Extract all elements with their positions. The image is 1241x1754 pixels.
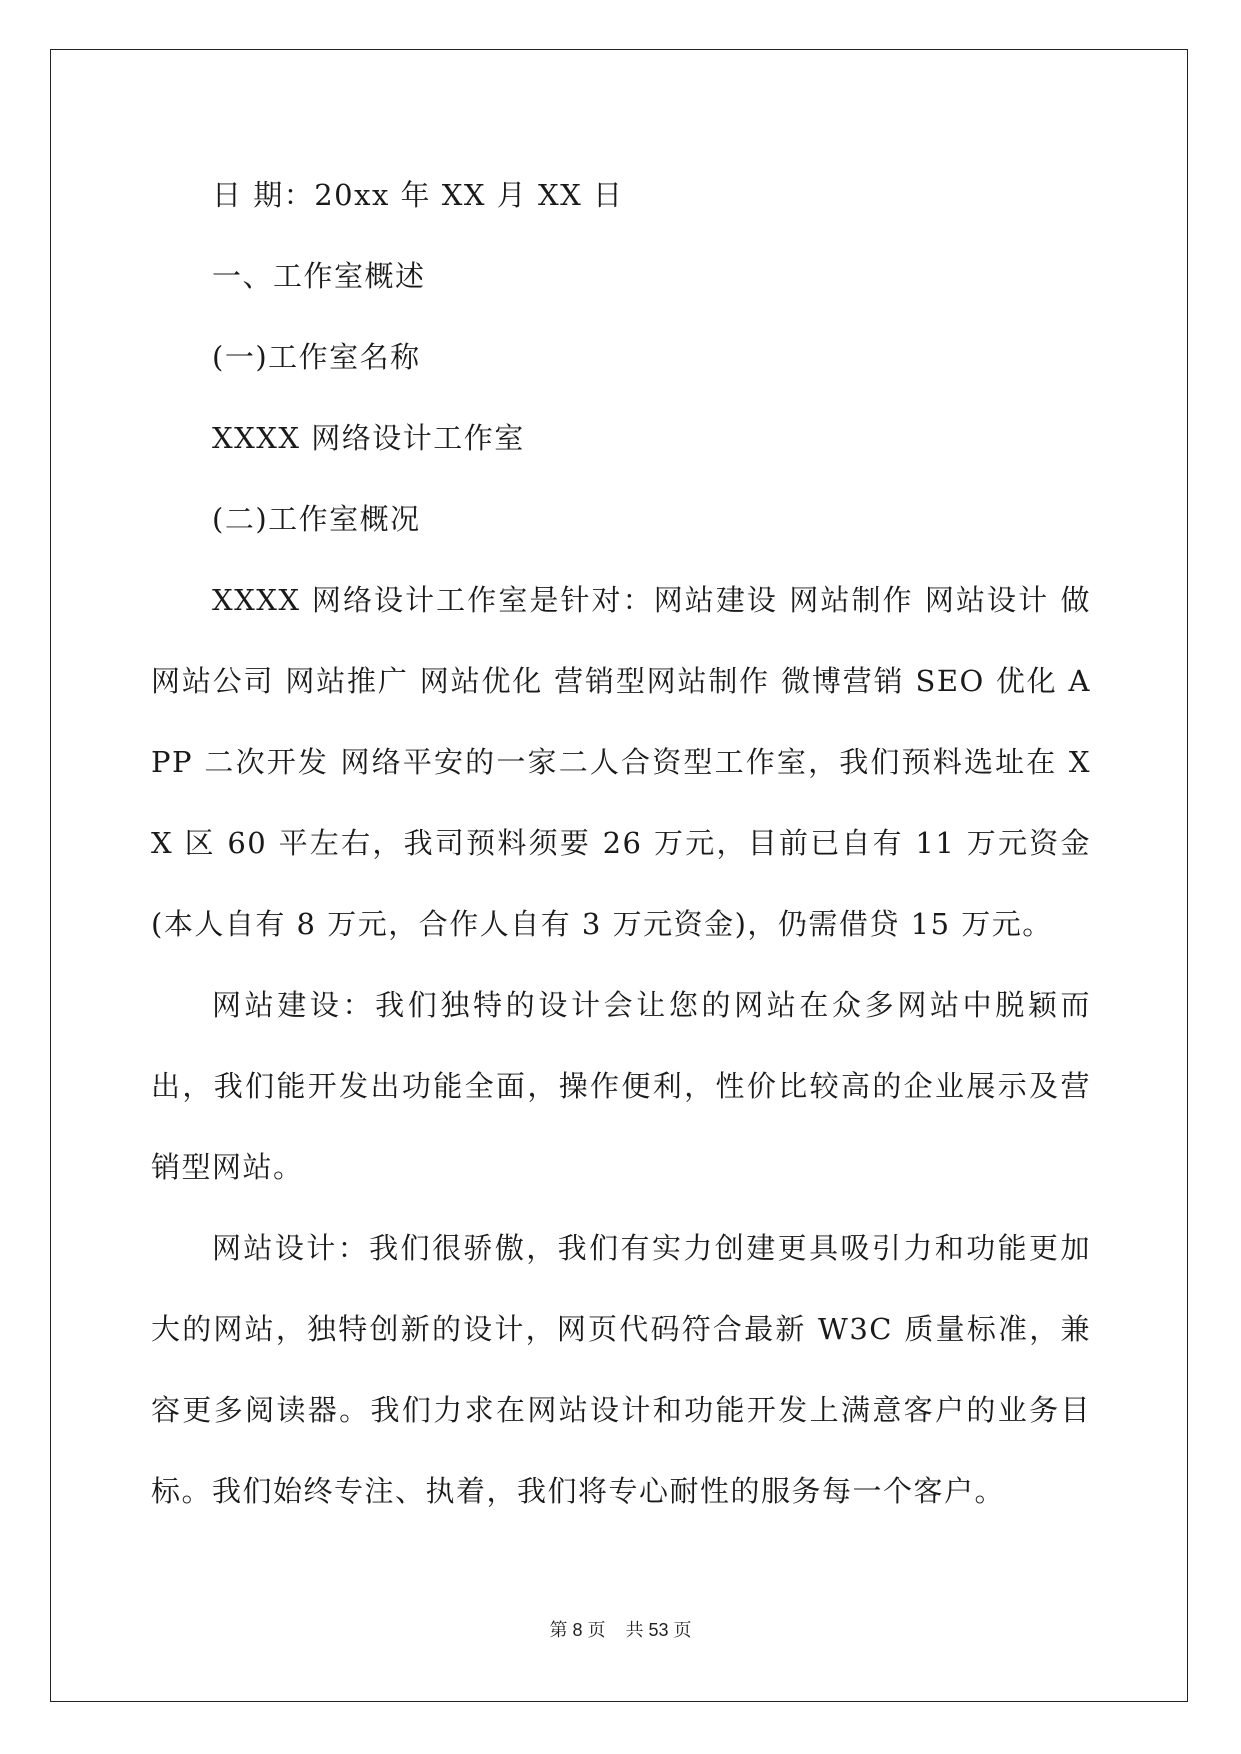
studio-name: XXXX 网络设计工作室 bbox=[212, 421, 525, 455]
date-line: 日 期：20xx 年 XX 月 XX 日 bbox=[212, 178, 624, 212]
page-number: 第 8 页 bbox=[549, 1620, 606, 1640]
section-heading-overview: 一、工作室概述 bbox=[212, 259, 426, 293]
page-footer bbox=[0, 1616, 1241, 1642]
paragraph-website-building: 网站建设：我们独特的设计会让您的网站在众多网站中脱颖而出，我们能开发出功能全面，操作便利，性价比较高的企业展示及营销型网站。 bbox=[151, 988, 1091, 1184]
subheading-studio-name: (一)工作室名称 bbox=[212, 340, 421, 374]
document-body bbox=[151, 155, 1091, 1532]
page-total: 共 53 页 bbox=[625, 1620, 692, 1640]
paragraph-overview: XXXX 网络设计工作室是针对：网站建设 网站制作 网站设计 做网站公司 网站推广 网站优化 营销型网站制作 微博营销 SEO 优化 APP 二次开发 网络平安的一家二人合资型工作室，我们预料选址在 XX 区 60 平左右，我司预料须要 26 万元，目前已自有 11 万元资金(本人自有 8 万元，合作人自有 3 万元资金)，仍需借贷 15 万元。 bbox=[151, 583, 1091, 941]
paragraph-website-design: 网站设计：我们很骄傲，我们有实力创建更具吸引力和功能更加大的网站，独特创新的设计，网页代码符合最新 W3C 质量标准，兼容更多阅读器。我们力求在网站设计和功能开发上满意客户的业务目标。我们始终专注、执着，我们将专心耐性的服务每一个客户。 bbox=[151, 1231, 1091, 1508]
subheading-studio-overview: (二)工作室概况 bbox=[212, 502, 421, 536]
